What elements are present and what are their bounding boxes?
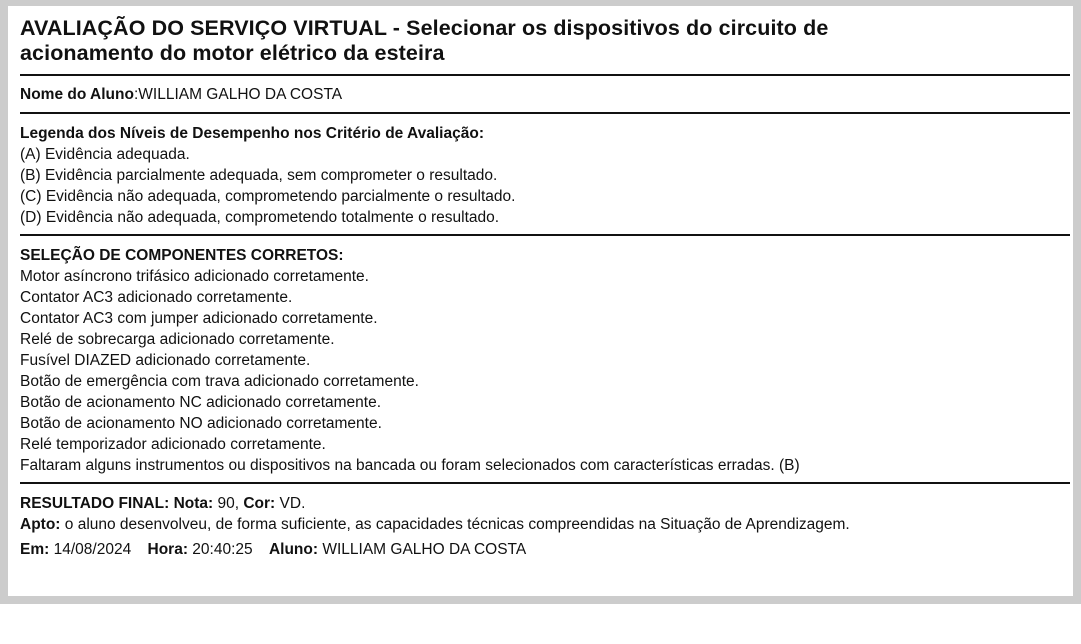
divider: [20, 234, 1070, 236]
legend-section: [20, 123, 1070, 229]
final-result-label: RESULTADO FINAL:: [20, 495, 170, 512]
grade-value: 90,: [217, 495, 240, 512]
selection-item: Botão de acionamento NO adicionado corretamente.: [20, 415, 382, 432]
legend-item-c: (C) Evidência não adequada, comprometendo parcialmente o resultado.: [20, 188, 516, 205]
selection-item: Motor asíncrono trifásico adicionado corretamente.: [20, 268, 369, 285]
selection-section: [20, 245, 1070, 477]
apto-label: Apto:: [20, 516, 61, 533]
result-section: [20, 493, 1070, 561]
legend-item-d: (D) Evidência não adequada, comprometendo totalmente o resultado.: [20, 209, 500, 226]
legend-item-b: (B) Evidência parcialmente adequada, sem comprometer o resultado.: [20, 167, 498, 184]
selection-item: Botão de acionamento NC adicionado corretamente.: [20, 394, 382, 411]
selection-item: Fusível DIAZED adicionado corretamente.: [20, 352, 311, 369]
divider: [20, 74, 1070, 76]
date-label: Em:: [20, 541, 50, 558]
color-value: VD.: [279, 495, 306, 512]
divider: [20, 112, 1070, 114]
grade-label: Nota:: [173, 495, 214, 512]
selection-heading: SELEÇÃO DE COMPONENTES CORRETOS:: [20, 247, 344, 264]
selection-item: Contator AC3 adicionado corretamente.: [20, 289, 293, 306]
report-content: [20, 16, 1070, 561]
page-title-line-2: acionamento do motor elétrico da esteira: [20, 41, 445, 65]
page-title-line-1: AVALIAÇÃO DO SERVIÇO VIRTUAL - Selecionar os dispositivos do circuito de: [20, 16, 829, 40]
student-name-separator: :: [133, 86, 139, 103]
time-value: 20:40:25: [192, 541, 253, 558]
selection-item: Relé de sobrecarga adicionado corretamente.: [20, 331, 335, 348]
apto-row: [20, 514, 1070, 536]
student-name-row: [20, 84, 1070, 106]
selection-item: Botão de emergência com trava adicionado corretamente.: [20, 373, 419, 390]
selection-item: Contator AC3 com jumper adicionado corretamente.: [20, 310, 378, 327]
student-value: WILLIAM GALHO DA COSTA: [322, 541, 527, 558]
student-label: Aluno:: [268, 541, 319, 558]
selection-item: Relé temporizador adicionado corretamente.: [20, 436, 326, 453]
selection-item: Faltaram alguns instrumentos ou dispositivos na bancada ou foram selecionados com características erradas. (B): [20, 457, 800, 474]
student-name-value: WILLIAM GALHO DA COSTA: [138, 86, 343, 103]
date-value: 14/08/2024: [53, 541, 132, 558]
color-label: Cor:: [243, 495, 276, 512]
student-name-label: Nome do Aluno: [20, 86, 134, 103]
page-title: [20, 16, 1070, 66]
time-label: Hora:: [147, 541, 188, 558]
legend-item-a: (A) Evidência adequada.: [20, 146, 190, 163]
apto-text: o aluno desenvolveu, de forma suficiente, as capacidades técnicas compreendidas na Situação de Aprendizagem.: [64, 516, 850, 533]
legend-heading: Legenda dos Níveis de Desempenho nos Critério de Avaliação:: [20, 125, 484, 142]
final-result-row: [20, 493, 1070, 515]
divider: [20, 482, 1070, 484]
timestamp-row: [20, 539, 1070, 561]
